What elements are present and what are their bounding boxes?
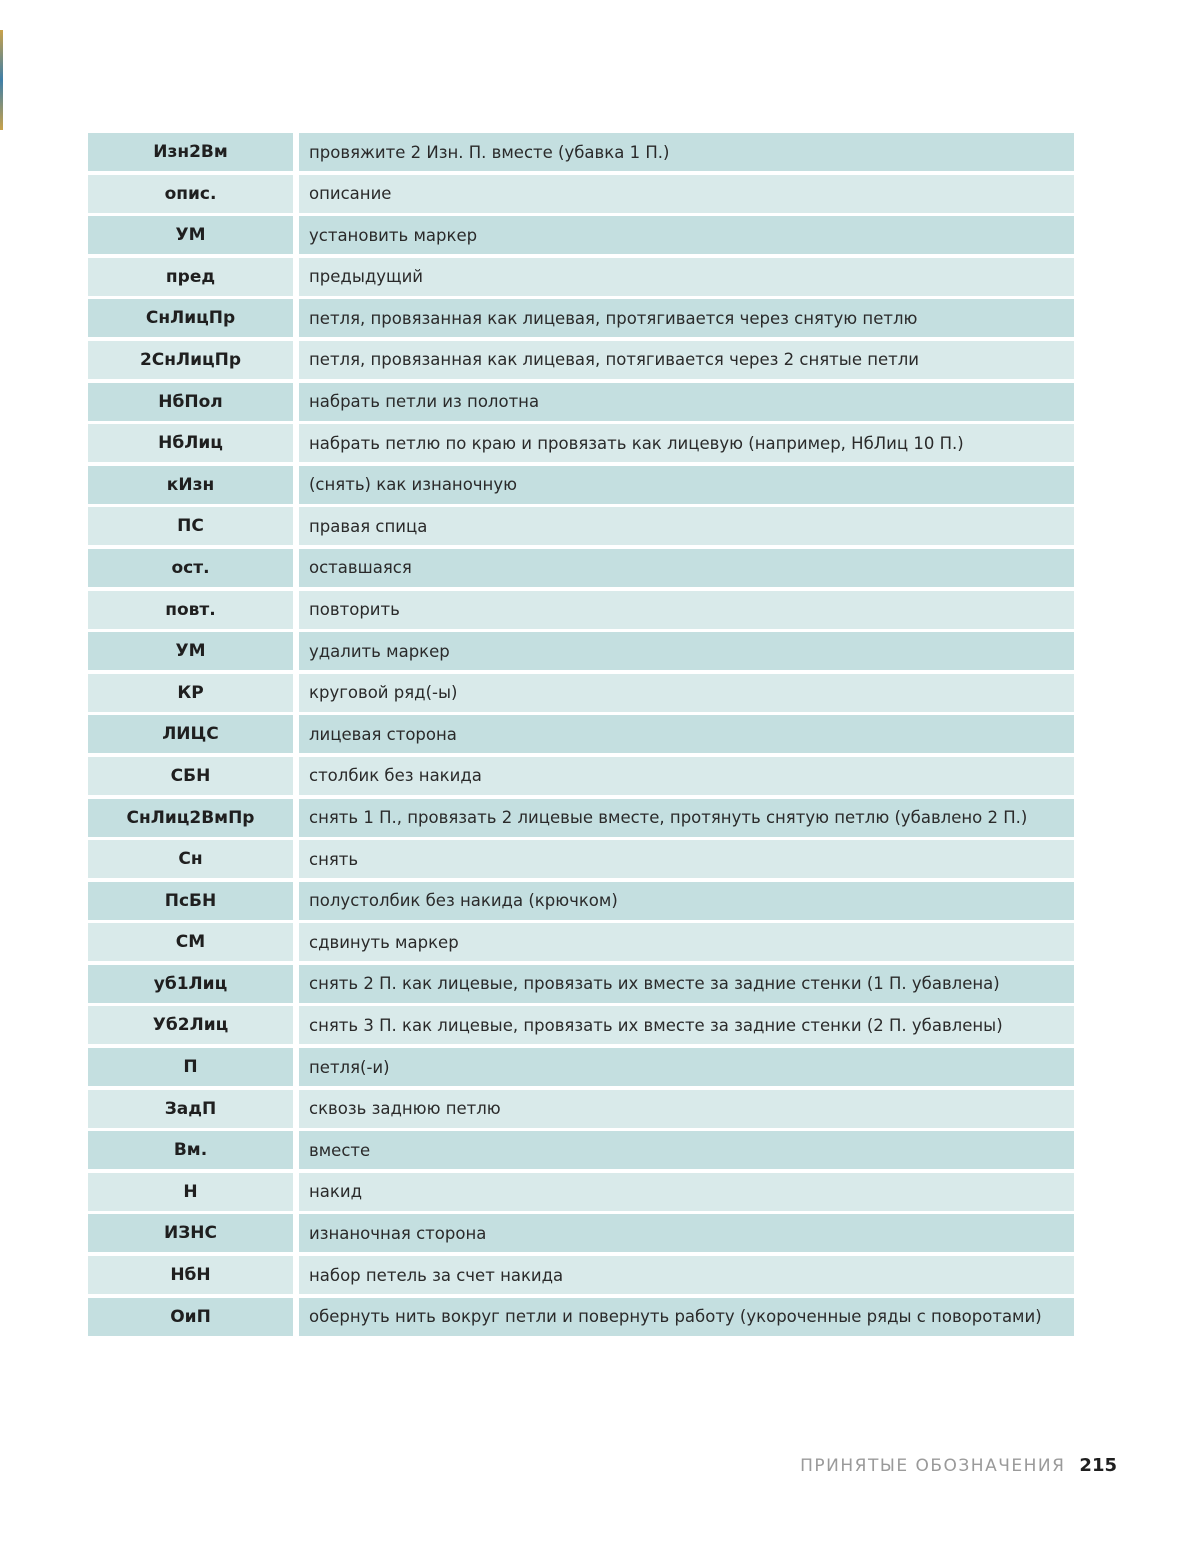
definition-cell: оставшаяся xyxy=(299,549,1074,587)
abbreviation-cell: кИзн xyxy=(88,466,293,504)
definition-cell: петля, провязанная как лицевая, протягивается через снятую петлю xyxy=(299,299,1074,337)
table-row xyxy=(88,133,1074,171)
definition-cell: круговой ряд(-ы) xyxy=(299,674,1074,712)
definition-cell: набрать петлю по краю и провязать как лицевую (например, НбЛиц 10 П.) xyxy=(299,424,1074,462)
definition-cell: полустолбик без накида (крючком) xyxy=(299,882,1074,920)
table-row xyxy=(88,674,1074,712)
table-row xyxy=(88,424,1074,462)
section-title: ПРИНЯТЫЕ ОБОЗНАЧЕНИЯ xyxy=(800,1456,1066,1476)
definition-cell: снять 2 П. как лицевые, провязать их вместе за задние стенки (1 П. убавлена) xyxy=(299,965,1074,1003)
abbreviation-cell: ост. xyxy=(88,549,293,587)
definition-cell: удалить маркер xyxy=(299,632,1074,670)
definition-cell: петля, провязанная как лицевая, потягивается через 2 снятые петли xyxy=(299,341,1074,379)
abbreviation-cell: 2СнЛицПр xyxy=(88,341,293,379)
table-row xyxy=(88,1131,1074,1169)
definition-cell: сквозь заднюю петлю xyxy=(299,1090,1074,1128)
table-row xyxy=(88,591,1074,629)
abbreviation-cell: повт. xyxy=(88,591,293,629)
abbreviation-cell: СМ xyxy=(88,923,293,961)
abbreviation-cell: Сн xyxy=(88,840,293,878)
table-row xyxy=(88,799,1074,837)
abbreviations-table xyxy=(88,133,1074,1339)
table-row xyxy=(88,341,1074,379)
definition-cell: обернуть нить вокруг петли и повернуть работу (укороченные ряды с поворотами) xyxy=(299,1298,1074,1336)
definition-cell: накид xyxy=(299,1173,1074,1211)
abbreviation-cell: УМ xyxy=(88,216,293,254)
abbreviation-cell: ПсБН xyxy=(88,882,293,920)
table-row xyxy=(88,549,1074,587)
abbreviation-cell: СБН xyxy=(88,757,293,795)
abbreviation-cell: П xyxy=(88,1048,293,1086)
table-row xyxy=(88,1090,1074,1128)
table-row xyxy=(88,1256,1074,1294)
table-row xyxy=(88,632,1074,670)
definition-cell: набор петель за счет накида xyxy=(299,1256,1074,1294)
table-row xyxy=(88,507,1074,545)
table-row xyxy=(88,965,1074,1003)
definition-cell: изнаночная сторона xyxy=(299,1214,1074,1252)
definition-cell: снять xyxy=(299,840,1074,878)
table-row xyxy=(88,1048,1074,1086)
abbreviation-cell: Уб2Лиц xyxy=(88,1006,293,1044)
table-row xyxy=(88,216,1074,254)
definition-cell: предыдущий xyxy=(299,258,1074,296)
table-row xyxy=(88,466,1074,504)
abbreviation-cell: ЛИЦС xyxy=(88,715,293,753)
abbreviation-cell: ИЗНС xyxy=(88,1214,293,1252)
abbreviation-cell: ПС xyxy=(88,507,293,545)
definition-cell: сдвинуть маркер xyxy=(299,923,1074,961)
table-row xyxy=(88,1214,1074,1252)
definition-cell: набрать петли из полотна xyxy=(299,383,1074,421)
abbreviation-cell: ЗадП xyxy=(88,1090,293,1128)
abbreviation-cell: СнЛицПр xyxy=(88,299,293,337)
abbreviation-cell: Вм. xyxy=(88,1131,293,1169)
definition-cell: петля(-и) xyxy=(299,1048,1074,1086)
abbreviation-cell: пред xyxy=(88,258,293,296)
table-row xyxy=(88,383,1074,421)
definition-cell: повторить xyxy=(299,591,1074,629)
table-row xyxy=(88,1298,1074,1336)
table-row xyxy=(88,1173,1074,1211)
table-row xyxy=(88,299,1074,337)
definition-cell: правая спица xyxy=(299,507,1074,545)
table-row xyxy=(88,258,1074,296)
abbreviation-cell: ОиП xyxy=(88,1298,293,1336)
abbreviation-cell: Изн2Вм xyxy=(88,133,293,171)
page-number: 215 xyxy=(1079,1455,1117,1476)
abbreviation-cell: уб1Лиц xyxy=(88,965,293,1003)
abbreviation-cell: СнЛиц2ВмПр xyxy=(88,799,293,837)
page-edge-mark xyxy=(0,30,3,130)
definition-cell: провяжите 2 Изн. П. вместе (убавка 1 П.) xyxy=(299,133,1074,171)
table-row xyxy=(88,715,1074,753)
abbreviation-cell: УМ xyxy=(88,632,293,670)
page-footer xyxy=(800,1455,1117,1476)
definition-cell: лицевая сторона xyxy=(299,715,1074,753)
table-row xyxy=(88,757,1074,795)
table-row xyxy=(88,882,1074,920)
definition-cell: снять 1 П., провязать 2 лицевые вместе, протянуть снятую петлю (убавлено 2 П.) xyxy=(299,799,1074,837)
abbreviation-cell: Н xyxy=(88,1173,293,1211)
abbreviation-cell: КР xyxy=(88,674,293,712)
abbreviation-cell: НбН xyxy=(88,1256,293,1294)
table-row xyxy=(88,175,1074,213)
table-row xyxy=(88,923,1074,961)
definition-cell: установить маркер xyxy=(299,216,1074,254)
abbreviation-cell: НбЛиц xyxy=(88,424,293,462)
abbreviation-cell: опис. xyxy=(88,175,293,213)
definition-cell: вместе xyxy=(299,1131,1074,1169)
definition-cell: (снять) как изнаночную xyxy=(299,466,1074,504)
abbreviation-cell: НбПол xyxy=(88,383,293,421)
definition-cell: столбик без накида xyxy=(299,757,1074,795)
definition-cell: описание xyxy=(299,175,1074,213)
table-row xyxy=(88,840,1074,878)
definition-cell: снять 3 П. как лицевые, провязать их вместе за задние стенки (2 П. убавлены) xyxy=(299,1006,1074,1044)
table-row xyxy=(88,1006,1074,1044)
